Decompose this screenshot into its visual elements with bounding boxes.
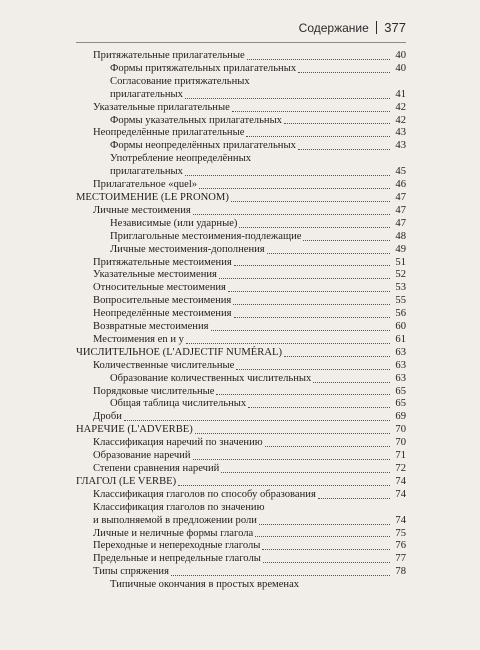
toc-page-number: 74 [395, 514, 406, 526]
dot-leader [228, 291, 390, 292]
toc-page-number: 78 [395, 566, 406, 578]
toc-chapter-title: ГЛАГОЛ (LE VERBE) [76, 475, 177, 487]
toc-page-number: 71 [395, 450, 406, 462]
toc-page-number: 75 [395, 527, 406, 539]
toc-page-number: 74 [395, 488, 406, 500]
toc-page-number: 40 [395, 62, 406, 74]
dot-leader [233, 304, 390, 305]
toc-entry-title: Личные местоимения [93, 204, 191, 216]
toc-entry-title: Указательные прилагательные [93, 101, 230, 113]
dot-leader [298, 72, 390, 73]
toc-page-number: 65 [395, 385, 406, 397]
toc-page-number: 42 [395, 114, 406, 126]
toc-entry [76, 269, 406, 282]
dot-leader [185, 98, 390, 99]
toc-entry [76, 347, 406, 360]
toc-page-number: 42 [395, 101, 406, 113]
toc-page-number: 53 [395, 282, 406, 294]
dot-leader [263, 562, 390, 563]
toc-entry [76, 308, 406, 321]
toc-entry-title: Вопросительные местоимения [93, 295, 232, 307]
toc-entry-title: Порядковые числительные [93, 385, 215, 397]
header-separator [376, 21, 378, 34]
dot-leader [313, 382, 390, 383]
toc-entry-title: Образование количественных числительных [110, 372, 312, 384]
table-of-contents [76, 50, 406, 592]
toc-entry [76, 115, 406, 128]
toc-entry-title: Типичные окончания в простых временах [110, 579, 300, 591]
dot-leader [248, 407, 390, 408]
toc-entry-title: Указательные местоимения [93, 269, 217, 281]
toc-entry [76, 553, 406, 566]
toc-entry-title: Относительные местоимения [93, 282, 226, 294]
toc-entry-title: Степени сравнения наречий [93, 463, 220, 474]
toc-entry [76, 218, 406, 231]
dot-leader [234, 265, 390, 266]
toc-page-number: 70 [395, 437, 406, 449]
dot-leader [247, 59, 390, 60]
toc-entry [76, 411, 406, 424]
toc-entry [76, 205, 406, 218]
toc-page-number: 65 [395, 398, 406, 410]
dot-leader [255, 536, 390, 537]
toc-page-number: 69 [395, 411, 406, 423]
toc-chapter-title: ЧИСЛИТЕЛЬНОЕ (L'ADJECTIF NUMÉRAL) [76, 346, 282, 358]
dot-leader [246, 136, 390, 137]
toc-page-number: 52 [395, 269, 406, 281]
dot-leader [262, 549, 390, 550]
toc-entry [76, 282, 406, 295]
dot-leader [199, 188, 390, 189]
toc-page-number: 63 [395, 346, 406, 358]
toc-entry-title: Формы указательных прилагательных [110, 114, 282, 126]
toc-page-number: 61 [395, 333, 406, 345]
dot-leader [186, 343, 390, 344]
dot-leader [219, 278, 390, 279]
toc-entry-title: Местоимения en и y [93, 333, 184, 345]
toc-page-number: 43 [395, 127, 406, 139]
toc-page-number: 49 [395, 243, 406, 255]
toc-entry-title: Прилагательное «quel» [93, 179, 198, 191]
header-rule [76, 42, 406, 43]
toc-page-number: 46 [395, 179, 406, 191]
toc-entry-title: и выполняемой в предложении роли [93, 514, 257, 526]
toc-entry-title: Переходные и непереходные глаголы [93, 540, 261, 552]
dot-leader [298, 149, 390, 150]
toc-entry-title: Притяжательные местоимения [93, 256, 232, 268]
toc-entry-title: Дроби [93, 411, 122, 423]
toc-entry-title: Формы притяжательных прилагательных [110, 62, 297, 74]
toc-entry-title: Неопределённые местоимения [93, 308, 232, 320]
dot-leader [265, 446, 390, 447]
toc-entry-title: Количественные числительные [93, 359, 235, 371]
dot-leader [231, 201, 390, 202]
toc-page-number: 77 [395, 553, 406, 565]
toc-entry [76, 192, 406, 205]
toc-page-number: 55 [395, 295, 406, 307]
dot-leader [195, 433, 390, 434]
dot-leader [236, 369, 390, 370]
toc-entry-title: Согласование притяжательных [110, 75, 250, 87]
toc-entry-title: Употребление неопределённых [110, 153, 251, 165]
toc-entry [76, 102, 406, 115]
toc-page-number: 63 [395, 359, 406, 371]
toc-entry-title: Возвратные местоимения [93, 321, 209, 333]
toc-entry-title: Образование наречий [93, 450, 191, 462]
toc-entry [76, 450, 406, 463]
toc-entry [76, 360, 406, 373]
dot-leader [318, 498, 390, 499]
toc-entry-title: Формы неопределённых прилагательных [110, 140, 296, 152]
toc-page-number: 60 [395, 321, 406, 333]
toc-entry-title: Классификация глаголов по значению [93, 501, 265, 513]
dot-leader [234, 317, 390, 318]
toc-entry-title: Классификация наречий по значению [93, 437, 263, 449]
toc-entry [76, 528, 406, 541]
toc-entry [76, 295, 406, 308]
dot-leader [216, 394, 390, 395]
dot-leader [284, 123, 390, 124]
toc-page-number: 47 [395, 204, 406, 216]
dot-leader [211, 330, 391, 331]
toc-entry [76, 489, 406, 502]
toc-entry [76, 244, 406, 257]
dot-leader [185, 175, 390, 176]
dot-leader [267, 253, 390, 254]
toc-entry [76, 257, 406, 270]
dot-leader [259, 524, 390, 525]
toc-entry-title: прилагательных [110, 166, 183, 178]
toc-page-number: 41 [395, 88, 406, 100]
toc-entry [76, 386, 406, 399]
toc-page-number: 72 [395, 463, 406, 474]
dot-leader [171, 575, 390, 576]
toc-page-number: 45 [395, 166, 406, 178]
toc-entry [76, 127, 406, 140]
toc-page-number: 43 [395, 140, 406, 152]
dot-leader [239, 227, 390, 228]
toc-page-number: 51 [395, 256, 406, 268]
toc-entry-title: Независимые (или ударные) [110, 217, 238, 229]
toc-entry [76, 321, 406, 334]
toc-page-number: 63 [395, 372, 406, 384]
toc-entry-title: Личные и неличные формы глагола [93, 527, 254, 539]
dot-leader [124, 420, 390, 421]
toc-page-number: 56 [395, 308, 406, 320]
toc-page-number: 47 [395, 191, 406, 203]
dot-leader [178, 485, 390, 486]
toc-page-number: 47 [395, 217, 406, 229]
toc-entry [76, 153, 406, 166]
toc-entry [76, 373, 406, 386]
toc-entry-title: Притяжательные прилагательные [93, 50, 245, 61]
toc-page-number: 74 [395, 475, 406, 487]
dot-leader [232, 111, 390, 112]
dot-leader [221, 472, 390, 473]
toc-entry-title: Типы спряжения [93, 566, 169, 578]
toc-entry-title: прилагательных [110, 88, 183, 100]
toc-entry-title: Личные местоимения-дополнения [110, 243, 265, 255]
toc-entry [76, 463, 406, 476]
toc-chapter-title: МЕСТОИМЕНИЕ (LE PRONOM) [76, 191, 229, 203]
toc-entry [76, 566, 406, 579]
toc-entry [76, 398, 406, 411]
toc-entry [76, 50, 406, 63]
toc-entry [76, 166, 406, 179]
dot-leader [303, 240, 390, 241]
toc-page-number: 70 [395, 424, 406, 436]
toc-entry [76, 540, 406, 553]
toc-entry-title: Предельные и непредельные глаголы [93, 553, 261, 565]
toc-page-number: 48 [395, 230, 406, 242]
toc-entry [76, 231, 406, 244]
running-header [299, 20, 406, 35]
toc-entry [76, 76, 406, 89]
toc-entry [76, 476, 406, 489]
toc-entry [76, 179, 406, 192]
toc-entry [76, 63, 406, 76]
toc-entry [76, 334, 406, 347]
dot-leader [193, 214, 390, 215]
dot-leader [284, 356, 390, 357]
toc-entry-title: Неопределённые прилагательные [93, 127, 245, 139]
toc-entry [76, 502, 406, 515]
toc-page-number: 76 [395, 540, 406, 552]
toc-entry [76, 89, 406, 102]
toc-entry-title: Общая таблица числительных [110, 398, 247, 410]
toc-page-number: 40 [395, 50, 406, 61]
page-number: 377 [384, 20, 406, 35]
toc-entry [76, 424, 406, 437]
dot-leader [193, 459, 391, 460]
section-title: Содержание [298, 20, 369, 35]
toc-entry-title: Приглагольные местоимения-подлежащие [110, 230, 302, 242]
toc-entry-title: Классификация глаголов по способу образования [93, 488, 316, 500]
toc-entry [76, 515, 406, 528]
toc-entry [76, 437, 406, 450]
toc-entry [76, 140, 406, 153]
toc-entry [76, 579, 406, 592]
toc-chapter-title: НАРЕЧИЕ (L'ADVERBE) [76, 424, 193, 436]
